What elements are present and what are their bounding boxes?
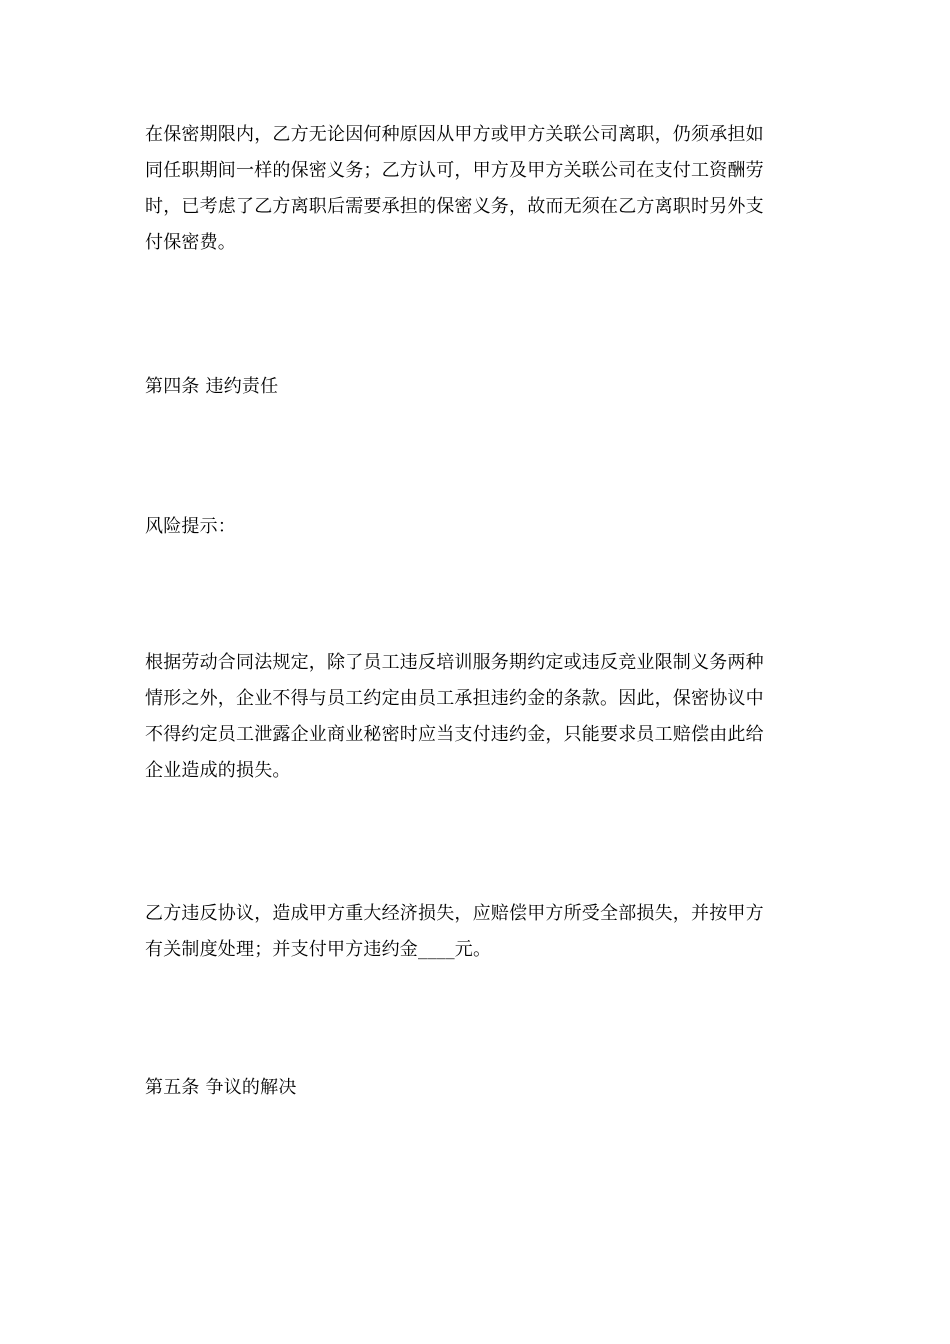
section-heading: 第五条 争议的解决 — [145, 1077, 297, 1098]
risk-note-paragraph — [145, 645, 805, 789]
article-4-heading — [145, 369, 805, 405]
text-line: 不得约定员工泄露企业商业秘密时应当支付违约金，只能要求员工赔偿由此给 — [145, 724, 764, 745]
text-line: 同任职期间一样的保密义务；乙方认可，甲方及甲方关联公司在支付工资酬劳 — [145, 160, 764, 181]
text-line: 有关制度处理；并支付甲方违约金____元。 — [145, 939, 492, 960]
text-line: 付保密费。 — [145, 232, 236, 253]
text-line: 根据劳动合同法规定，除了员工违反培训服务期约定或违反竞业限制义务两种 — [145, 652, 764, 673]
text-line: 情形之外，企业不得与员工约定由员工承担违约金的条款。因此，保密协议中 — [145, 688, 764, 709]
text-line: 企业造成的损失。 — [145, 760, 291, 781]
text-line: 乙方违反协议，造成甲方重大经济损失，应赔偿甲方所受全部损失，并按甲方 — [145, 903, 764, 924]
risk-note-label — [145, 509, 805, 545]
confidentiality-paragraph — [145, 117, 805, 261]
risk-label: 风险提示： — [145, 516, 236, 537]
text-line: 在保密期限内，乙方无论因何种原因从甲方或甲方关联公司离职，仍须承担如 — [145, 124, 764, 145]
article-5-heading — [145, 1070, 805, 1106]
text-line: 时，已考虑了乙方离职后需要承担的保密义务，故而无须在乙方离职时另外支 — [145, 196, 764, 217]
breach-liability-paragraph — [145, 896, 805, 968]
section-heading: 第四条 违约责任 — [145, 376, 279, 397]
